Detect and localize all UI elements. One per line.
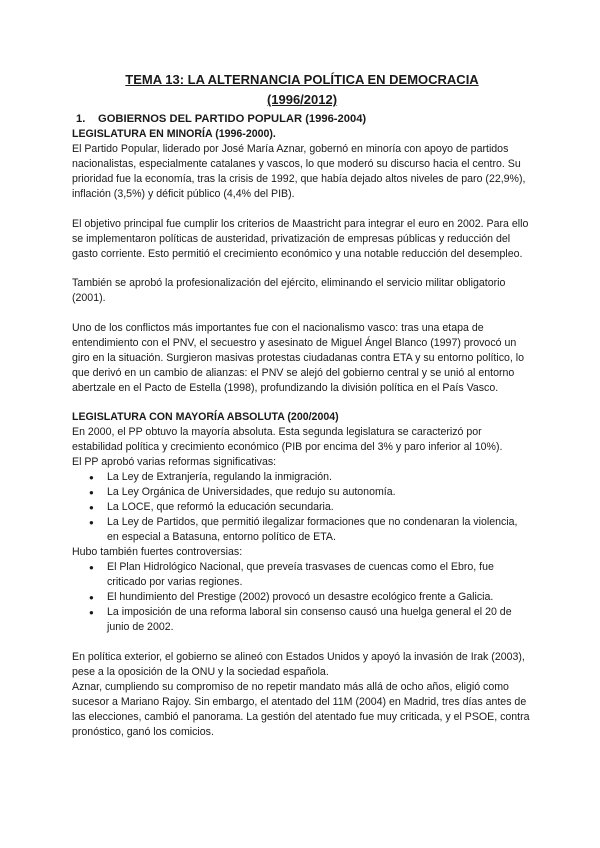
list-item: ● La Ley Orgánica de Universidades, que redujo su autonomía.: [72, 485, 532, 500]
paragraph: El objetivo principal fue cumplir los criterios de Maastricht para integrar el euro en 2002. Para ello se implementaron políticas de austeridad, privatización de empresas públicas y reducción del gasto corriente. Esto permitió el crecimiento económico y una notable reducción del desempleo.: [72, 217, 529, 260]
document-page: [72, 70, 532, 740]
paragraph: En 2000, el PP obtuvo la mayoría absoluta. Esta segunda legislatura se caracterizó por estabilidad política y crecimiento económico (PIB por encima del 3% y paro inferior al 10%).: [72, 426, 503, 453]
document-title-line-2: (1996/2012): [266, 92, 338, 107]
section-heading-text: GOBIERNOS DEL PARTIDO POPULAR (1996-2004): [98, 113, 367, 125]
document-title-line-1: TEMA 13: LA ALTERNANCIA POLÍTICA EN DEMOCRACIA: [125, 72, 479, 87]
paragraph: Hubo también fuertes controversias:: [72, 546, 243, 558]
section-number: 1.: [76, 113, 86, 125]
paragraph: El Partido Popular, liderado por José María Aznar, gobernó en minoría con apoyo de partidos nacionalistas, especialmente catalanes y vascos, lo que moderó su discurso hacia el centro. Su prioridad fue la economía, tras la crisis de 1992, que había dejado altos niveles de paro (22,9%), inflación (3,5%) y déficit público (4,4% del PIB).: [72, 143, 526, 200]
legislature-majority-heading: LEGISLATURA CON MAYORÍA ABSOLUTA (200/2004): [72, 411, 339, 423]
list-item: ● La imposición de una reforma laboral sin consenso causó una huelga general el 20 de junio de 2002.: [72, 605, 532, 635]
reforms-list: [72, 470, 532, 545]
paragraph: El PP aprobó varias reformas significativas:: [72, 456, 277, 468]
controversies-list: [72, 560, 532, 635]
list-item: ● La Ley de Extranjería, regulando la inmigración.: [72, 470, 532, 485]
list-item: ● El hundimiento del Prestige (2002) provocó un desastre ecológico frente a Galicia.: [72, 590, 532, 605]
paragraph: Aznar, cumpliendo su compromiso de no repetir mandato más allá de ocho años, eligió como sucesor a Mariano Rajoy. Sin embargo, el atentado del 11M (2004) en Madrid, tres días antes de las elecciones, cambió el panorama. La gestión del atentado fue muy criticada, y el PSOE, contra pronóstico, ganó los comicios.: [72, 680, 530, 738]
list-item: ● El Plan Hidrológico Nacional, que preveía trasvases de cuencas como el Ebro, fue criticado por varias regiones.: [72, 560, 532, 590]
legislature-minority-heading: LEGISLATURA EN MINORÍA (1996-2000).: [72, 128, 276, 140]
section-heading: [72, 112, 532, 127]
list-item: ● La Ley de Partidos, que permitió ilegalizar formaciones que no condenaran la violencia, en especial a Batasuna, entorno político de ETA.: [72, 515, 532, 545]
paragraph: Uno de los conflictos más importantes fue con el nacionalismo vasco: tras una etapa de entendimiento con el PNV, el secuestro y asesinato de Miguel Ángel Blanco (1997) provocó un giro en la situación. Surgieron masivas protestas ciudadanas contra ETA y su entorno político, lo que derivó en un cambio de alianzas: el PNV se alejó del gobierno central y se unió al entorno abertzale en el Pacto de Estella (1998), profundizando la división política en el País Vasco.: [72, 321, 525, 394]
paragraph: En política exterior, el gobierno se alineó con Estados Unidos y apoyó la invasión de Irak (2003), pese a la oposición de la ONU y la sociedad española.: [72, 650, 525, 678]
list-item: ● La LOCE, que reformó la educación secundaria.: [72, 500, 532, 515]
paragraph: También se aprobó la profesionalización del ejército, eliminando el servicio militar obligatorio (2001).: [72, 277, 506, 304]
